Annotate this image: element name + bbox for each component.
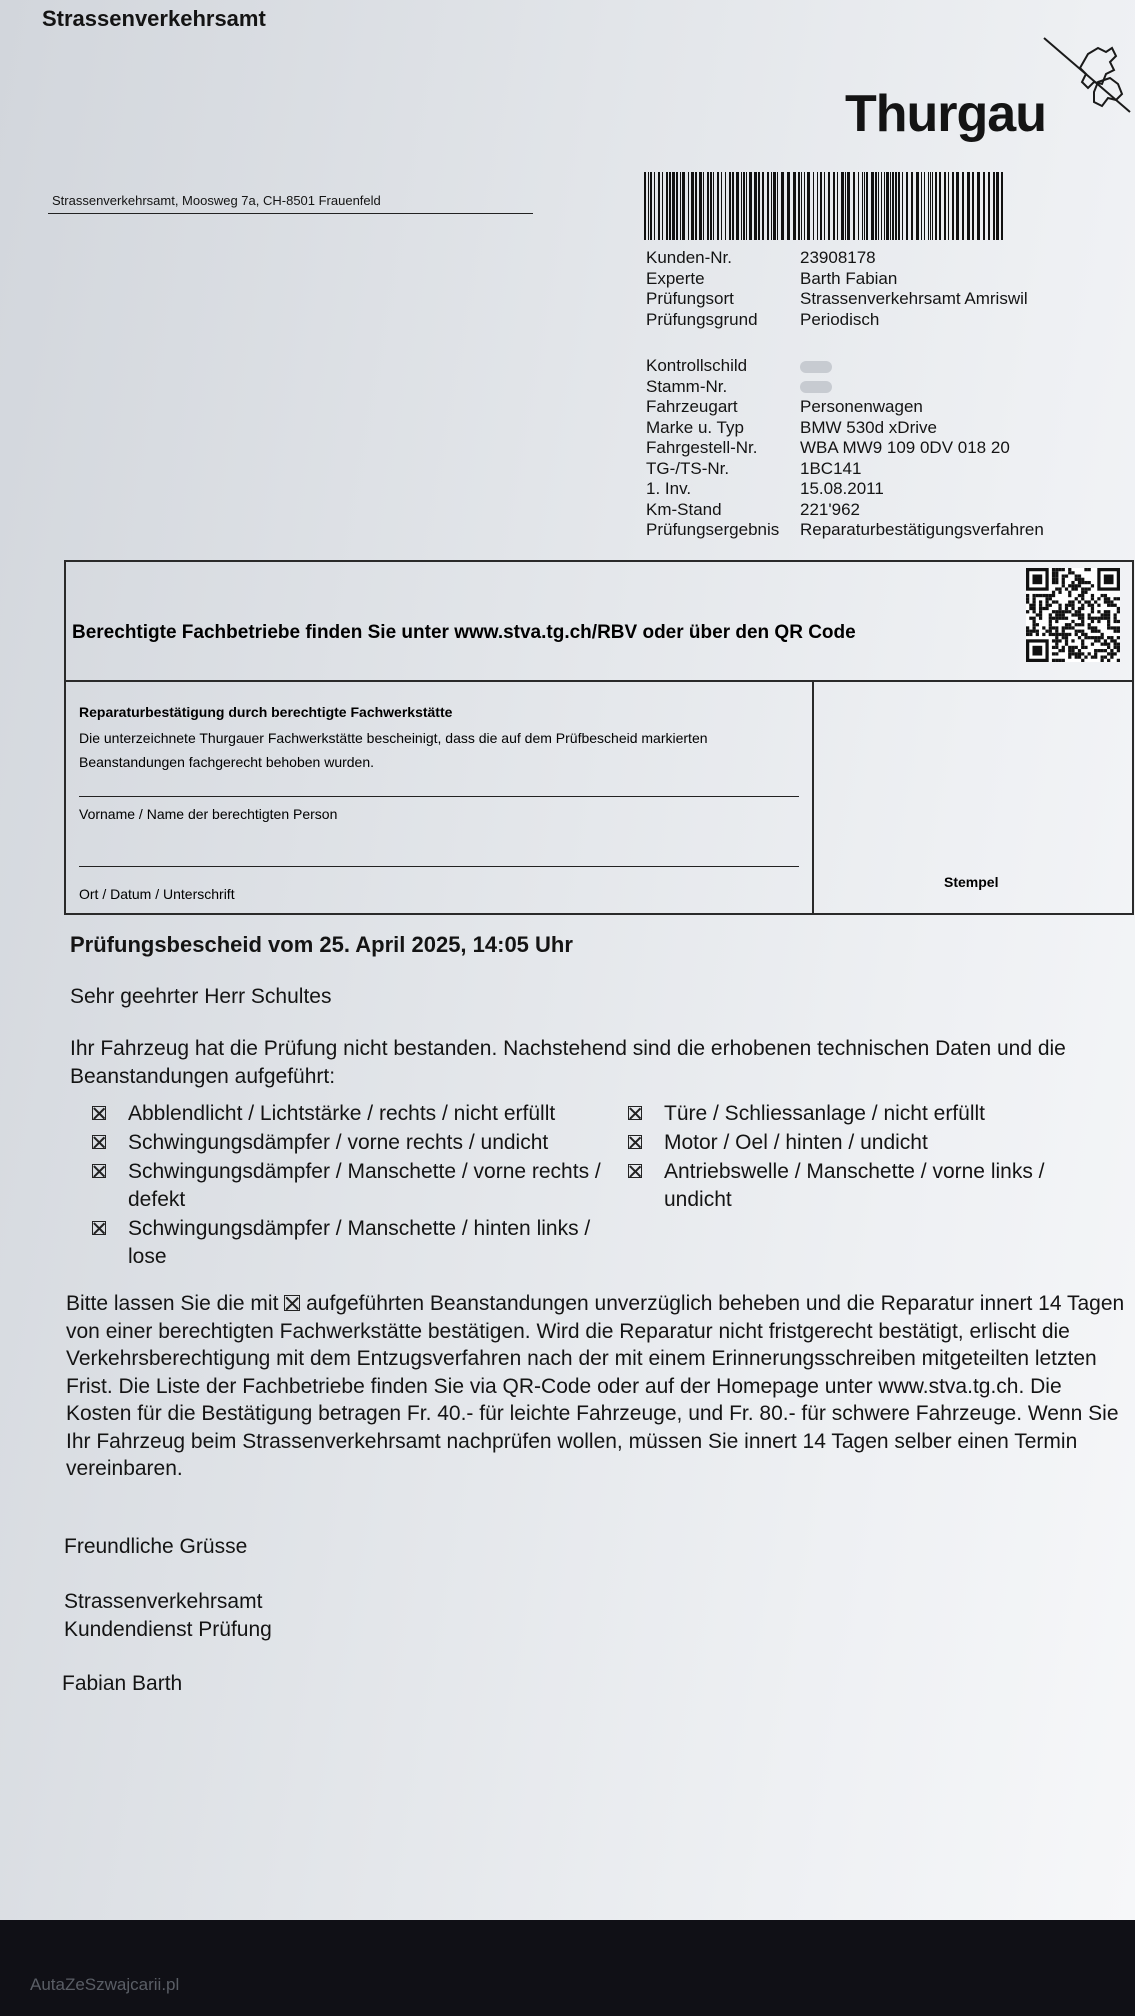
defect-item bbox=[608, 1158, 1118, 1214]
vehicle-row bbox=[646, 438, 1044, 459]
checked-box-icon bbox=[628, 1106, 642, 1120]
sender-office-name: Strassenverkehrsamt bbox=[64, 1590, 263, 1613]
defect-text: Schwingungsdämpfer / Manschette / hinten links / lose bbox=[128, 1217, 591, 1268]
checked-box-icon bbox=[92, 1221, 106, 1235]
defect-item bbox=[72, 1158, 612, 1214]
name-label: Vorname / Name der berechtigten Person bbox=[79, 806, 338, 822]
vehicle-label: Prüfungsergebnis bbox=[646, 520, 780, 539]
checked-box-icon bbox=[628, 1164, 642, 1178]
vehicle-value bbox=[800, 356, 832, 377]
qr-code-icon[interactable] bbox=[1026, 568, 1120, 662]
inspection-value: Periodisch bbox=[800, 309, 880, 329]
defect-text: Türe / Schliessanlage / nicht erfüllt bbox=[664, 1102, 985, 1125]
place-signature-line bbox=[79, 866, 799, 867]
watermark: AutaZeSzwajcarii.pl bbox=[30, 1975, 180, 1994]
repair-confirmation-title: Reparaturbestätigung durch berechtigte Fachwerkstätte bbox=[79, 704, 453, 720]
repair-confirmation-panel bbox=[66, 682, 814, 915]
sender-authority: Strassenverkehrsamt bbox=[42, 6, 266, 31]
defect-item bbox=[608, 1129, 1118, 1157]
vehicle-info bbox=[646, 356, 1044, 541]
vehicle-label: 1. Inv. bbox=[646, 479, 692, 498]
defect-item bbox=[72, 1129, 612, 1157]
defect-item bbox=[608, 1100, 1118, 1128]
vehicle-label: TG-/TS-Nr. bbox=[646, 458, 730, 478]
vehicle-label: Km-Stand bbox=[646, 499, 722, 519]
salutation: Sehr geehrter Herr Schultes bbox=[70, 985, 332, 1008]
vehicle-row bbox=[646, 500, 1044, 521]
return-address-rule bbox=[48, 213, 533, 214]
inspection-value: Barth Fabian bbox=[800, 268, 898, 288]
vehicle-row bbox=[646, 459, 1044, 480]
vehicle-row bbox=[646, 397, 1044, 418]
vehicle-row bbox=[646, 356, 1044, 377]
instructions-start: Bitte lassen Sie die mit bbox=[66, 1292, 279, 1315]
signer-name: Fabian Barth bbox=[62, 1672, 183, 1695]
instructions-paragraph bbox=[66, 1290, 1131, 1483]
checkbox-mark-icon bbox=[284, 1295, 300, 1311]
inspection-label: Experte bbox=[646, 268, 705, 288]
defect-item bbox=[72, 1100, 612, 1128]
sender-office-department: Kundendienst Prüfung bbox=[64, 1618, 272, 1641]
repair-confirmation-box bbox=[64, 560, 1134, 915]
checked-box-icon bbox=[92, 1164, 106, 1178]
inspection-label: Prüfungsort bbox=[646, 289, 734, 308]
sender-office bbox=[64, 1588, 272, 1644]
vehicle-value: Personenwagen bbox=[800, 397, 923, 416]
inspection-label: Prüfungsgrund bbox=[646, 309, 758, 329]
repair-box-header bbox=[66, 562, 1132, 682]
vehicle-value: BMW 530d xDrive bbox=[800, 417, 937, 437]
vehicle-label: Kontrollschild bbox=[646, 356, 748, 375]
canton-crest-icon bbox=[1040, 36, 1132, 124]
defect-text: Motor / Oel / hinten / undicht bbox=[664, 1131, 928, 1154]
canton-logo-text: Thurgau bbox=[845, 85, 1046, 143]
intro-text: Ihr Fahrzeug hat die Prüfung nicht bestanden. Nachstehend sind die erhobenen technischen Daten und die Beanstandungen aufgeführt: bbox=[70, 1037, 1066, 1088]
return-address: Strassenverkehrsamt, Moosweg 7a, CH-8501 Frauenfeld bbox=[52, 193, 381, 208]
vehicle-row bbox=[646, 479, 1044, 500]
inspection-value: Strassenverkehrsamt Amriswil bbox=[800, 289, 1028, 308]
vehicle-label: Fahrzeugart bbox=[646, 397, 738, 416]
defect-text: Antriebswelle / Manschette / vorne links / undicht bbox=[664, 1160, 1045, 1211]
inspection-row bbox=[646, 310, 1028, 331]
vehicle-value: WBA MW9 109 0DV 018 20 bbox=[800, 438, 1010, 457]
barcode-icon bbox=[644, 172, 1008, 240]
inspection-value: 23908178 bbox=[800, 248, 876, 267]
defect-text: Schwingungsdämpfer / Manschette / vorne rechts / defekt bbox=[128, 1160, 601, 1211]
stamp-label: Stempel bbox=[944, 874, 999, 890]
defect-item bbox=[72, 1215, 612, 1271]
vehicle-value: Reparaturbestätigungsverfahren bbox=[800, 520, 1044, 539]
inspection-row bbox=[646, 269, 1028, 290]
inspection-row bbox=[646, 289, 1028, 310]
vehicle-row bbox=[646, 418, 1044, 439]
closing: Freundliche Grüsse bbox=[64, 1535, 248, 1558]
vehicle-row bbox=[646, 377, 1044, 398]
checked-box-icon bbox=[628, 1135, 642, 1149]
redacted-value bbox=[800, 381, 832, 393]
vehicle-label: Stamm-Nr. bbox=[646, 376, 728, 396]
checked-box-icon bbox=[92, 1135, 106, 1149]
inspection-label: Kunden-Nr. bbox=[646, 248, 732, 267]
defects-list-left bbox=[72, 1100, 612, 1272]
repair-confirmation-description: Die unterzeichnete Thurgauer Fachwerkstätte bescheinigt, dass die auf dem Prüfbescheid markierten Beanstandungen fachgerecht behoben wurden. bbox=[79, 730, 708, 770]
inspection-info bbox=[646, 248, 1028, 330]
vehicle-value: 221'962 bbox=[800, 499, 860, 519]
vehicle-row bbox=[646, 520, 1044, 541]
repair-box-header-text: Berechtigte Fachbetriebe finden Sie unter www.stva.tg.ch/RBV oder über den QR Code bbox=[72, 622, 856, 643]
defects-list-right bbox=[608, 1100, 1118, 1215]
name-signature-line bbox=[79, 796, 799, 797]
defect-text: Abblendlicht / Lichtstärke / rechts / nicht erfüllt bbox=[128, 1102, 556, 1125]
redacted-value bbox=[800, 361, 832, 373]
inspection-row bbox=[646, 248, 1028, 269]
vehicle-label: Marke u. Typ bbox=[646, 417, 744, 437]
defect-text: Schwingungsdämpfer / vorne rechts / undicht bbox=[128, 1131, 549, 1154]
decision-title: Prüfungsbescheid vom 25. April 2025, 14:05 Uhr bbox=[70, 932, 573, 957]
instructions-rest: aufgeführten Beanstandungen unverzüglich beheben und die Reparatur innert 14 Tagen von einer berechtigten Fachwerkstätte bestätigen. Wird die Reparatur nicht fristgerecht bestätigt, erlischt die Verkehrsberechtigung mit dem Entzugsverfahren nach der mit einem Erinnerungsschreiben mitgeteilten letzten Frist. Die Liste der Fachbetriebe finden Sie via QR-Code oder auf der Homepage unter www.stva.tg.ch. Die Kosten für die Bestätigung betragen Fr. 40.- für leichte Fahrzeuge, und Fr. 80.- für schwere Fahrzeuge. Wenn Sie Ihr Fahrzeug beim Strassenverkehrsamt nachprüfen wollen, müssen Sie innert 14 Tagen selber einen Termin vereinbaren. bbox=[66, 1292, 1125, 1480]
vehicle-label: Fahrgestell-Nr. bbox=[646, 438, 758, 457]
vehicle-value: 1BC141 bbox=[800, 458, 862, 478]
vehicle-value bbox=[800, 377, 832, 398]
checked-box-icon bbox=[92, 1106, 106, 1120]
vehicle-value: 15.08.2011 bbox=[800, 479, 884, 498]
place-date-signature-label: Ort / Datum / Unterschrift bbox=[79, 886, 235, 902]
